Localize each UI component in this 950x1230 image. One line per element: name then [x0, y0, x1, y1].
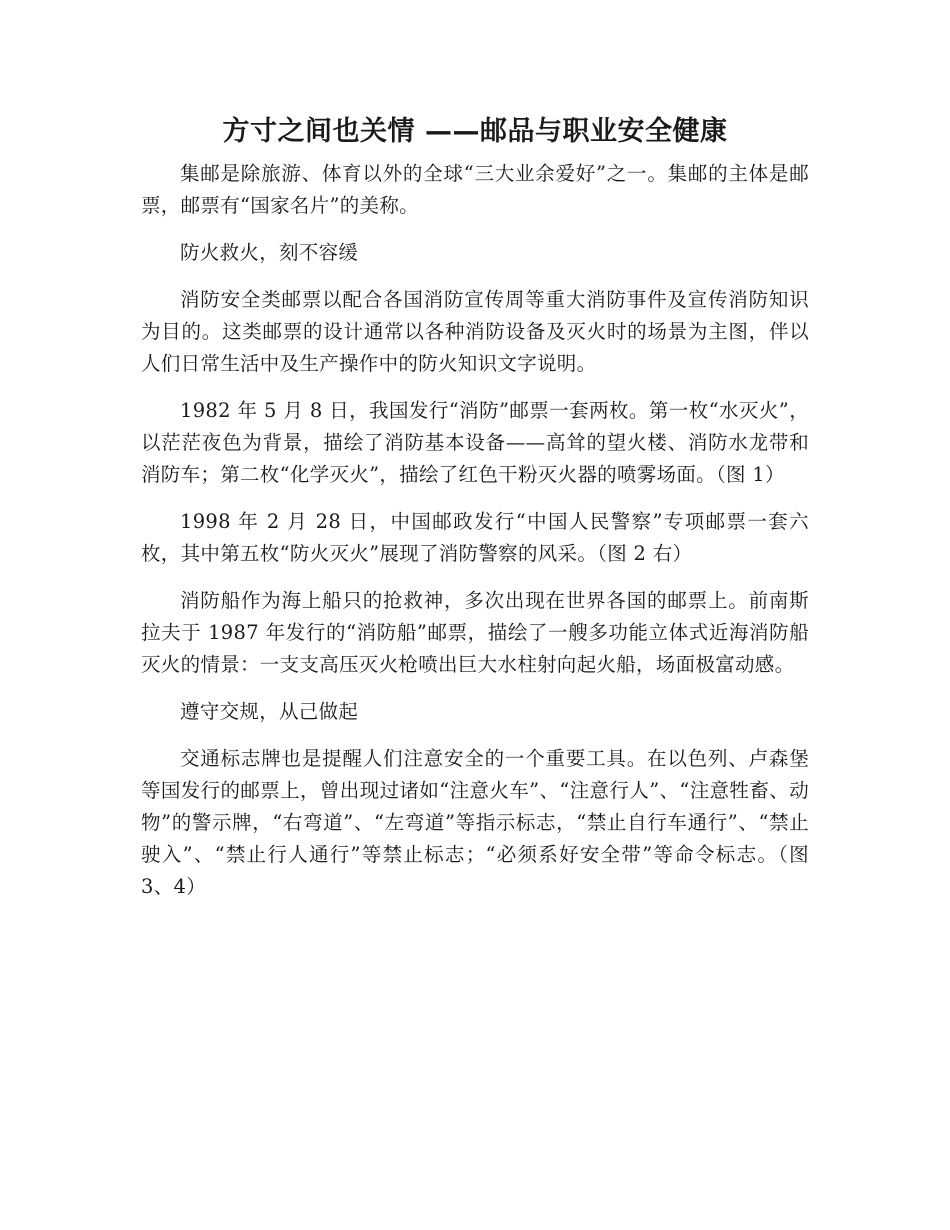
- fire-stamps-paragraph: 消防安全类邮票以配合各国消防宣传周等重大消防事件及宣传消防知识为目的。这类邮票的设计通常以各种消防设备及灭火时的场景为主图，伴以人们日常生活中及生产操作中的防火知识文字说明。: [141, 288, 809, 375]
- traffic-signs-paragraph: 交通标志牌也是提醒人们注意安全的一个重要工具。在以色列、卢森堡等国发行的邮票上，曾出现过诸如“注意火车”、“注意行人”、“注意牲畜、动物”的警示牌，“右弯道”、“左弯道”等指示标志，“禁止自行车通行”、“禁止驶入”、“禁止行人通行”等禁止标志；“必须系好安全带”等命令标志。（图3、4）: [141, 747, 809, 898]
- section-heading-traffic: 遵守交规，从己做起: [180, 700, 359, 723]
- police-stamps-1998-paragraph: 1998 年 2 月 28 日，中国邮政发行“中国人民警察”专项邮票一套六枚，其中第五枚“防火灭火”展现了消防警察的风采。（图 2 右）: [141, 510, 809, 565]
- document-page: [141, 112, 809, 918]
- fire-stamps-1982-paragraph: 1982 年 5 月 8 日，我国发行“消防”邮票一套两枚。第一枚“水灭火”，以茫茫夜色为背景，描绘了消防基本设备——高耸的望火楼、消防水龙带和消防车；第二枚“化学灭火”，描绘了红色干粉灭火器的喷雾场面。（图 1）: [141, 399, 809, 486]
- section-heading-fire: 防火救火，刻不容缓: [180, 241, 359, 264]
- fireboat-stamps-paragraph: 消防船作为海上船只的抢救神，多次出现在世界各国的邮票上。前南斯拉夫于 1987 年发行的“消防船”邮票，描绘了一艘多功能立体式近海消防船灭火的情景：一支支高压灭火枪喷出巨大水柱射向起火船，场面极富动感。: [141, 589, 809, 676]
- document-title: 方寸之间也关情 ——邮品与职业安全健康: [222, 116, 728, 147]
- intro-paragraph: 集邮是除旅游、体育以外的全球“三大业余爱好”之一。集邮的主体是邮票，邮票有“国家名片”的美称。: [141, 162, 809, 217]
